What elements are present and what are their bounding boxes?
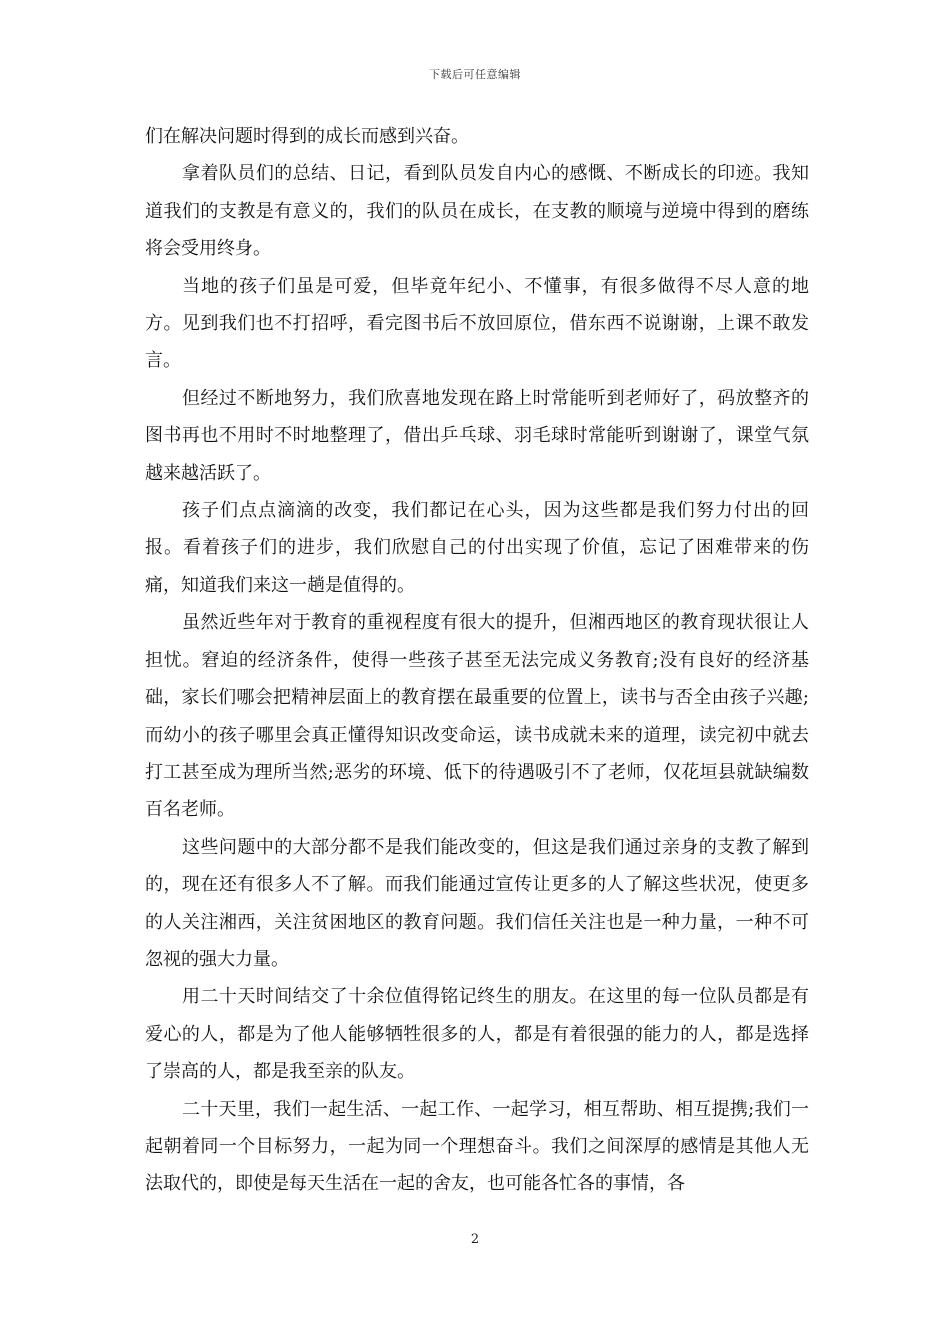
paragraph-1: 们在解决问题时得到的成长而感到兴奋。 [145, 126, 469, 147]
document-body [145, 118, 809, 1203]
page-header-note: 下载后可任意编辑 [429, 68, 521, 81]
paragraph-2: 拿着队员们的总结、日记，看到队员发自内心的感慨、不断成长的印迹。我知道我们的支教是有意义的，我们的队员在成长，在支教的顺境与逆境中得到的磨练将会受用终身。 [145, 163, 809, 260]
paragraph-9: 二十天里，我们一起生活、一起工作、一起学习，相互帮助、相互提携;我们一起朝着同一个目标努力，一起为同一个理想奋斗。我们之间深厚的感情是其他人无法取代的，即使是每天生活在一起的舍友，也可能各忙各的事情，各 [145, 1098, 809, 1195]
paragraph-4: 但经过不断地努力，我们欣喜地发现在路上时常能听到老师好了，码放整齐的图书再也不用时不时地整理了，借出乒乓球、羽毛球时常能听到谢谢了，课堂气氛越来越活跃了。 [145, 387, 809, 484]
page-number: 2 [470, 1232, 480, 1247]
paragraph-7: 这些问题中的大部分都不是我们能改变的，但这是我们通过亲身的支教了解到的，现在还有很多人不了解。而我们能通过宣传让更多的人了解这些状况，使更多的人关注湘西，关注贫困地区的教育问题。我们信任关注也是一种力量，一种不可忽视的强大力量。 [145, 836, 809, 970]
paragraph-3: 当地的孩子们虽是可爱，但毕竟年纪小、不懂事，有很多做得不尽人意的地方。见到我们也不打招呼，看完图书后不放回原位，借东西不说谢谢，上课不敢发言。 [145, 275, 809, 372]
paragraph-5: 孩子们点点滴滴的改变，我们都记在心头，因为这些都是我们努力付出的回报。看着孩子们的进步，我们欣慰自己的付出实现了价值，忘记了困难带来的伤痛，知道我们来这一趟是值得的。 [145, 500, 809, 596]
paragraph-6: 虽然近些年对于教育的重视程度有很大的提升，但湘西地区的教育现状很让人担忧。窘迫的经济条件，使得一些孩子甚至无法完成义务教育;没有良好的经济基础，家长们哪会把精神层面上的教育摆在最重要的位置上，读书与否全由孩子兴趣;而幼小的孩子哪里会真正懂得知识改变命运，读书成就未来的道理，读完初中就去打工甚至成为理所当然;恶劣的环境、低下的待遇吸引不了老师，仅花垣县就缺编数百名老师。 [145, 612, 809, 821]
paragraph-8: 用二十天时间结交了十余位值得铭记终生的朋友。在这里的每一位队员都是有爱心的人，都是为了他人能够牺牲很多的人，都是有着很强的能力的人，都是选择了崇高的人，都是我至亲的队友。 [145, 986, 809, 1083]
